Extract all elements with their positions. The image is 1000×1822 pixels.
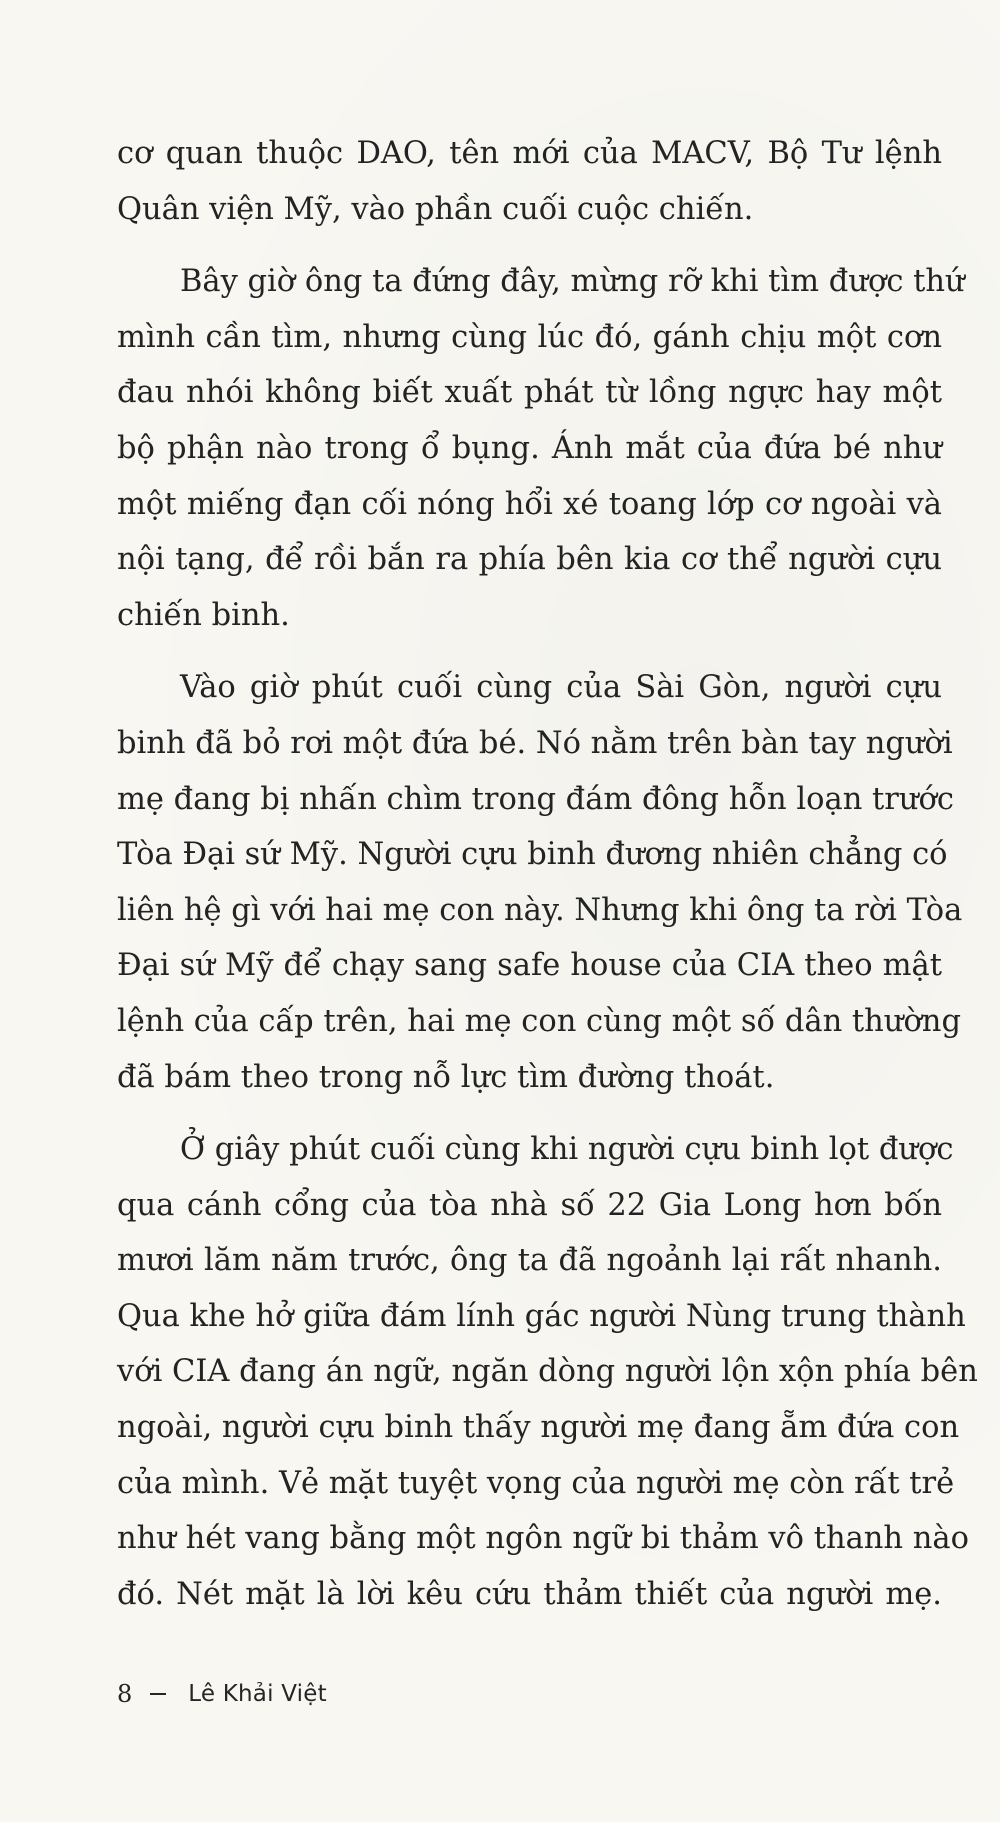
text-line: bộ phận nào trong ổ bụng. Ánh mắt của đứa bé như [117, 430, 942, 466]
text-line: đau nhói không biết xuất phát từ lồng ngực hay một [117, 375, 942, 411]
text-line: như hét vang bằng một ngôn ngữ bi thảm vô thanh nào [117, 1521, 969, 1557]
body-text [117, 126, 978, 1622]
text-line: đó. Nét mặt là lời kêu cứu thảm thiết của người mẹ. [117, 1576, 942, 1612]
footer-dash [150, 1693, 166, 1695]
paragraph-1 [117, 126, 942, 237]
text-line: ngoài, người cựu binh thấy người mẹ đang ẵm đứa con [117, 1410, 960, 1446]
text-line: lệnh của cấp trên, hai mẹ con cùng một số dân thường [117, 1003, 961, 1039]
text-line: Ở giây phút cuối cùng khi người cựu binh lọt được [180, 1132, 954, 1168]
text-line: Đại sứ Mỹ để chạy sang safe house của CIA theo mật [117, 948, 942, 984]
text-line: chiến binh. [117, 597, 290, 633]
text-line: Qua khe hở giữa đám lính gác người Nùng trung thành [117, 1298, 966, 1334]
paragraph-2 [117, 254, 965, 643]
text-line: đã bám theo trong nỗ lực tìm đường thoát. [117, 1059, 775, 1095]
text-line: liên hệ gì với hai mẹ con này. Nhưng khi ông ta rời Tòa [117, 892, 963, 928]
paragraph-3 [117, 660, 963, 1105]
page-footer [117, 1680, 327, 1708]
text-line: của mình. Vẻ mặt tuyệt vọng của người mẹ còn rất trẻ [117, 1465, 955, 1501]
text-line: mẹ đang bị nhấn chìm trong đám đông hỗn loạn trước [117, 781, 954, 817]
running-author: Lê Khải Việt [188, 1681, 327, 1707]
page-number: 8 [117, 1680, 133, 1708]
text-line: nội tạng, để rồi bắn ra phía bên kia cơ thể người cựu [117, 542, 942, 578]
text-line: cơ quan thuộc DAO, tên mới của MACV, Bộ Tư lệnh [117, 136, 942, 171]
text-line: Quân viện Mỹ, vào phần cuối cuộc chiến. [117, 191, 754, 227]
text-line: binh đã bỏ rơi một đứa bé. Nó nằm trên bàn tay người [117, 725, 953, 761]
text-line: Bây giờ ông ta đứng đây, mừng rỡ khi tìm được thứ [180, 264, 965, 300]
text-line: qua cánh cổng của tòa nhà số 22 Gia Long hơn bốn [117, 1187, 942, 1223]
text-line: Vào giờ phút cuối cùng của Sài Gòn, người cựu [180, 670, 942, 706]
text-line: một miếng đạn cối nóng hổi xé toang lớp cơ ngoài và [117, 486, 942, 522]
paragraph-4 [117, 1122, 978, 1622]
text-line: mình cần tìm, nhưng cùng lúc đó, gánh chịu một cơn [117, 319, 942, 355]
text-line: mươi lăm năm trước, ông ta đã ngoảnh lại rất nhanh. [117, 1243, 942, 1279]
text-line: Tòa Đại sứ Mỹ. Người cựu binh đương nhiên chẳng có [117, 837, 948, 873]
text-line: với CIA đang án ngữ, ngăn dòng người lộn xộn phía bên [117, 1354, 978, 1390]
